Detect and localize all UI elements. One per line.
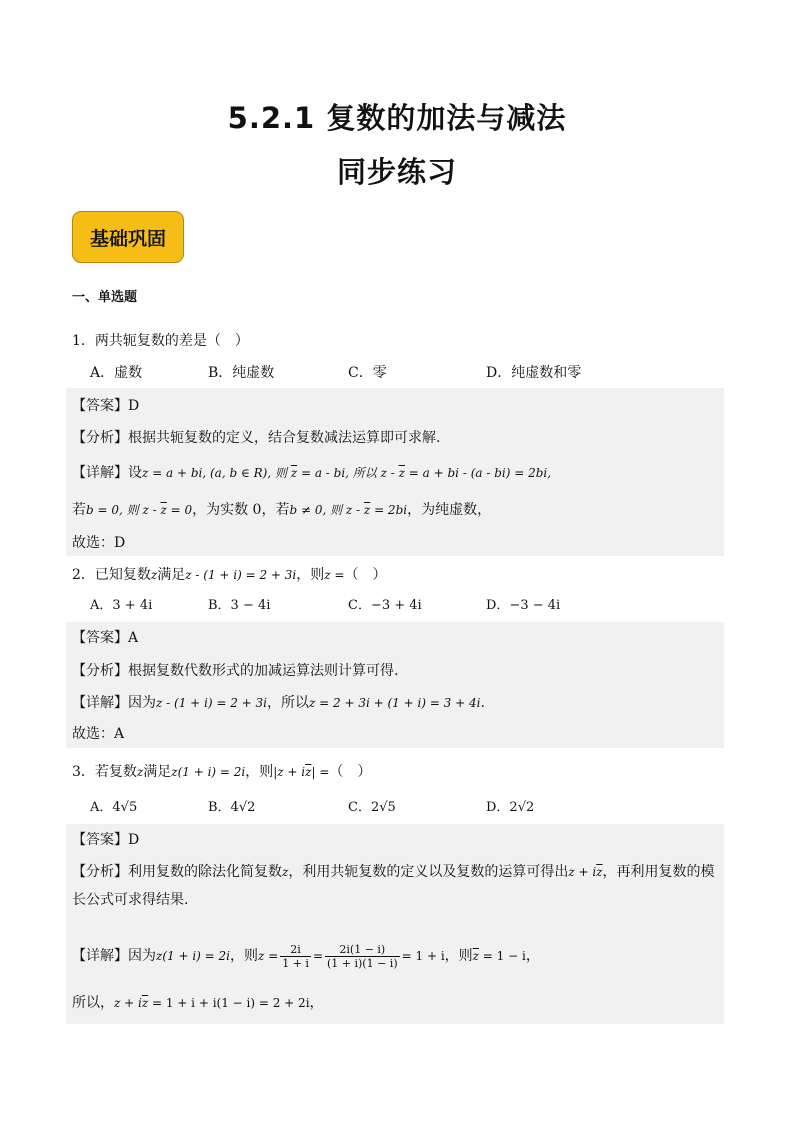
q1-zbar-2: $\overline{z}$	[398, 466, 405, 480]
q1-detail-line-1	[72, 463, 551, 483]
q2-option-a: A．3 + 4i	[90, 598, 153, 613]
q2-stem	[72, 565, 386, 585]
q2-analysis: 【分析】根据复数代数形式的加减运算法则计算可得.	[72, 663, 399, 679]
q3-stem-a: 3．若复数	[72, 764, 137, 780]
q3-detail-d: z =	[258, 949, 279, 963]
q3-detail: 【详解】因为z(1 + i) = 2i，则z = $\frac{2i}{1 + i}$ = $\frac{2i(1 - i)}{(1 + i)(1 - i)}$ = 1 + i，则$\overline{z} = 1 - i$，	[72, 942, 540, 970]
q3-fraction-1	[280, 943, 311, 970]
q1-detail-2e: b ≠ 0, 则 z -	[289, 503, 364, 517]
q3-so-d: ，	[309, 995, 324, 1011]
q3-fraction-2	[325, 943, 400, 970]
q2-conclusion: 故选：A	[72, 726, 125, 742]
q3-stem-c: z(1 + i) = 2i	[171, 765, 246, 779]
q3-stem-zbar: $\overline{z}$	[305, 765, 312, 779]
q3-frac2-num: 2i(1 − i)	[325, 943, 400, 957]
q3-frac2-den: (1 + i)(1 − i)	[327, 956, 398, 970]
q3-stem	[72, 762, 371, 782]
q3-detail-zbar: $\overline{z}$	[472, 949, 479, 963]
q1-detail-2c: = 0	[166, 503, 193, 517]
q1-detail-1c: = a - bi, 所以 z -	[297, 466, 399, 480]
q3-analysis-1b: ，利用共轭复数的定义以及复数的运算可得出	[288, 864, 569, 880]
q1-stem: 1．两共轭复数的差是（ ）	[72, 333, 249, 349]
q3-stem-f: （ ）	[329, 764, 372, 780]
title-line-2: 同步练习	[336, 155, 457, 189]
q1-answer: 【答案】D	[72, 398, 140, 414]
q1-zbar-4: $\overline{z}$	[363, 503, 371, 517]
q3-so-line	[72, 993, 324, 1013]
q2-stem-d: ，则	[296, 567, 325, 583]
q3-stem-z: z	[136, 765, 144, 779]
q1-option-c: C．零	[348, 365, 387, 381]
q3-stem-e1: |z + i	[273, 765, 306, 779]
q2-detail	[72, 693, 485, 713]
q3-detail-e: = 1 + i	[401, 949, 445, 963]
q2-detail-a: 【详解】因为	[72, 695, 156, 711]
q2-detail-d: z = 2 + 3i + (1 + i) = 3 + 4i	[309, 696, 481, 710]
q3-analysis-zbar: $\overline{z}$	[596, 865, 603, 879]
q2-detail-e: .	[480, 695, 485, 711]
q3-frac1-num: 2i	[280, 943, 311, 957]
q2-option-c: C．−3 + 4i	[348, 598, 422, 613]
q3-analysis-1a: 【分析】利用复数的除法化简复数	[72, 864, 282, 880]
q3-so-a: 所以，	[72, 995, 114, 1011]
q3-analysis-1c: z + i	[568, 865, 597, 879]
q3-stem-b: 满足	[143, 764, 172, 780]
title-line-1: 5.2.1 复数的加法与减法	[227, 101, 567, 135]
q3-option-a: A．4√5	[90, 800, 138, 815]
q1-detail-1a: 设	[128, 465, 142, 481]
q2-detail-b: z - (1 + i) = 2 + 3i	[156, 696, 267, 710]
q2-stem-a: 2．已知复数	[72, 567, 151, 583]
q2-stem-e: z =	[324, 568, 345, 582]
q1-zbar-1: $\overline{z}$	[290, 466, 298, 480]
q3-analysis-line-1	[72, 862, 715, 882]
q3-analysis-line-2: 长公式可求得结果.	[72, 892, 189, 908]
q2-option-d: D．−3 − 4i	[486, 598, 561, 613]
q3-option-b: B．4√2	[208, 800, 256, 815]
q3-answer: 【答案】D	[72, 832, 140, 848]
q3-stem-e2: |	[311, 765, 316, 779]
q2-stem-c: z - (1 + i) = 2 + 3i	[185, 568, 297, 582]
q1-option-a: A．虚数	[90, 365, 143, 381]
q1-analysis: 【分析】根据共轭复数的定义，结合复数减法运算即可求解.	[72, 430, 441, 446]
section-heading: 一、单选题	[72, 290, 138, 305]
q2-stem-f: （ ）	[344, 567, 387, 583]
q3-stem-d: ，则	[245, 764, 274, 780]
q1-detail-1d: = a + bi - (a - bi) = 2bi,	[404, 466, 552, 480]
q1-detail-line-2	[72, 500, 491, 520]
q1-detail-label: 【详解】	[72, 465, 128, 481]
q3-analysis-z: z	[282, 865, 289, 879]
q1-detail-1b: z = a + bi, (a, b ∈ R), 则	[142, 466, 291, 480]
q2-solution-box	[66, 622, 724, 748]
q3-detail-g: = 1 − i	[478, 949, 526, 963]
q1-option-b: B．纯虚数	[208, 365, 275, 381]
q2-answer: 【答案】A	[72, 630, 139, 646]
q3-detail-f: ，则	[444, 948, 473, 964]
q3-option-d: D．2√2	[486, 800, 535, 815]
q1-detail-2g: ，为纯虚数，	[407, 502, 492, 518]
q3-stem-e3: =	[315, 765, 330, 779]
q3-detail-h: ，	[525, 948, 540, 964]
q3-so-zbar: $\overline{z}$	[141, 996, 149, 1010]
q3-analysis-1d: ，再利用复数的模	[602, 864, 715, 880]
q2-stem-z: z	[150, 568, 158, 582]
q1-option-d: D．纯虚数和零	[486, 365, 582, 381]
q1-detail-2a: 若	[72, 502, 86, 518]
q2-detail-c: ，所以	[267, 695, 309, 711]
q1-conclusion: 故选：D	[72, 535, 126, 551]
q3-so-c: = 1 + i + i(1 − i) = 2 + 2i	[148, 996, 310, 1010]
q3-detail-c: ，则	[230, 948, 258, 964]
q1-zbar-3: $\overline{z}$	[160, 503, 167, 517]
q2-stem-b: 满足	[157, 567, 186, 583]
q2-option-b: B．3 − 4i	[208, 598, 271, 613]
section-badge: 基础巩固	[72, 211, 184, 263]
q1-detail-2b: b = 0, 则 z -	[86, 503, 161, 517]
q3-option-c: C．2√5	[348, 800, 396, 815]
q3-so-b: z + i	[114, 996, 142, 1010]
q1-detail-2d: ，为实数 0，若	[192, 502, 290, 518]
q1-detail-2f: = 2bi	[370, 503, 408, 517]
q3-detail-a: 【详解】因为	[72, 948, 156, 964]
q3-detail-b: z(1 + i) = 2i	[156, 949, 230, 963]
q3-frac1-den: 1 + i	[282, 956, 309, 970]
